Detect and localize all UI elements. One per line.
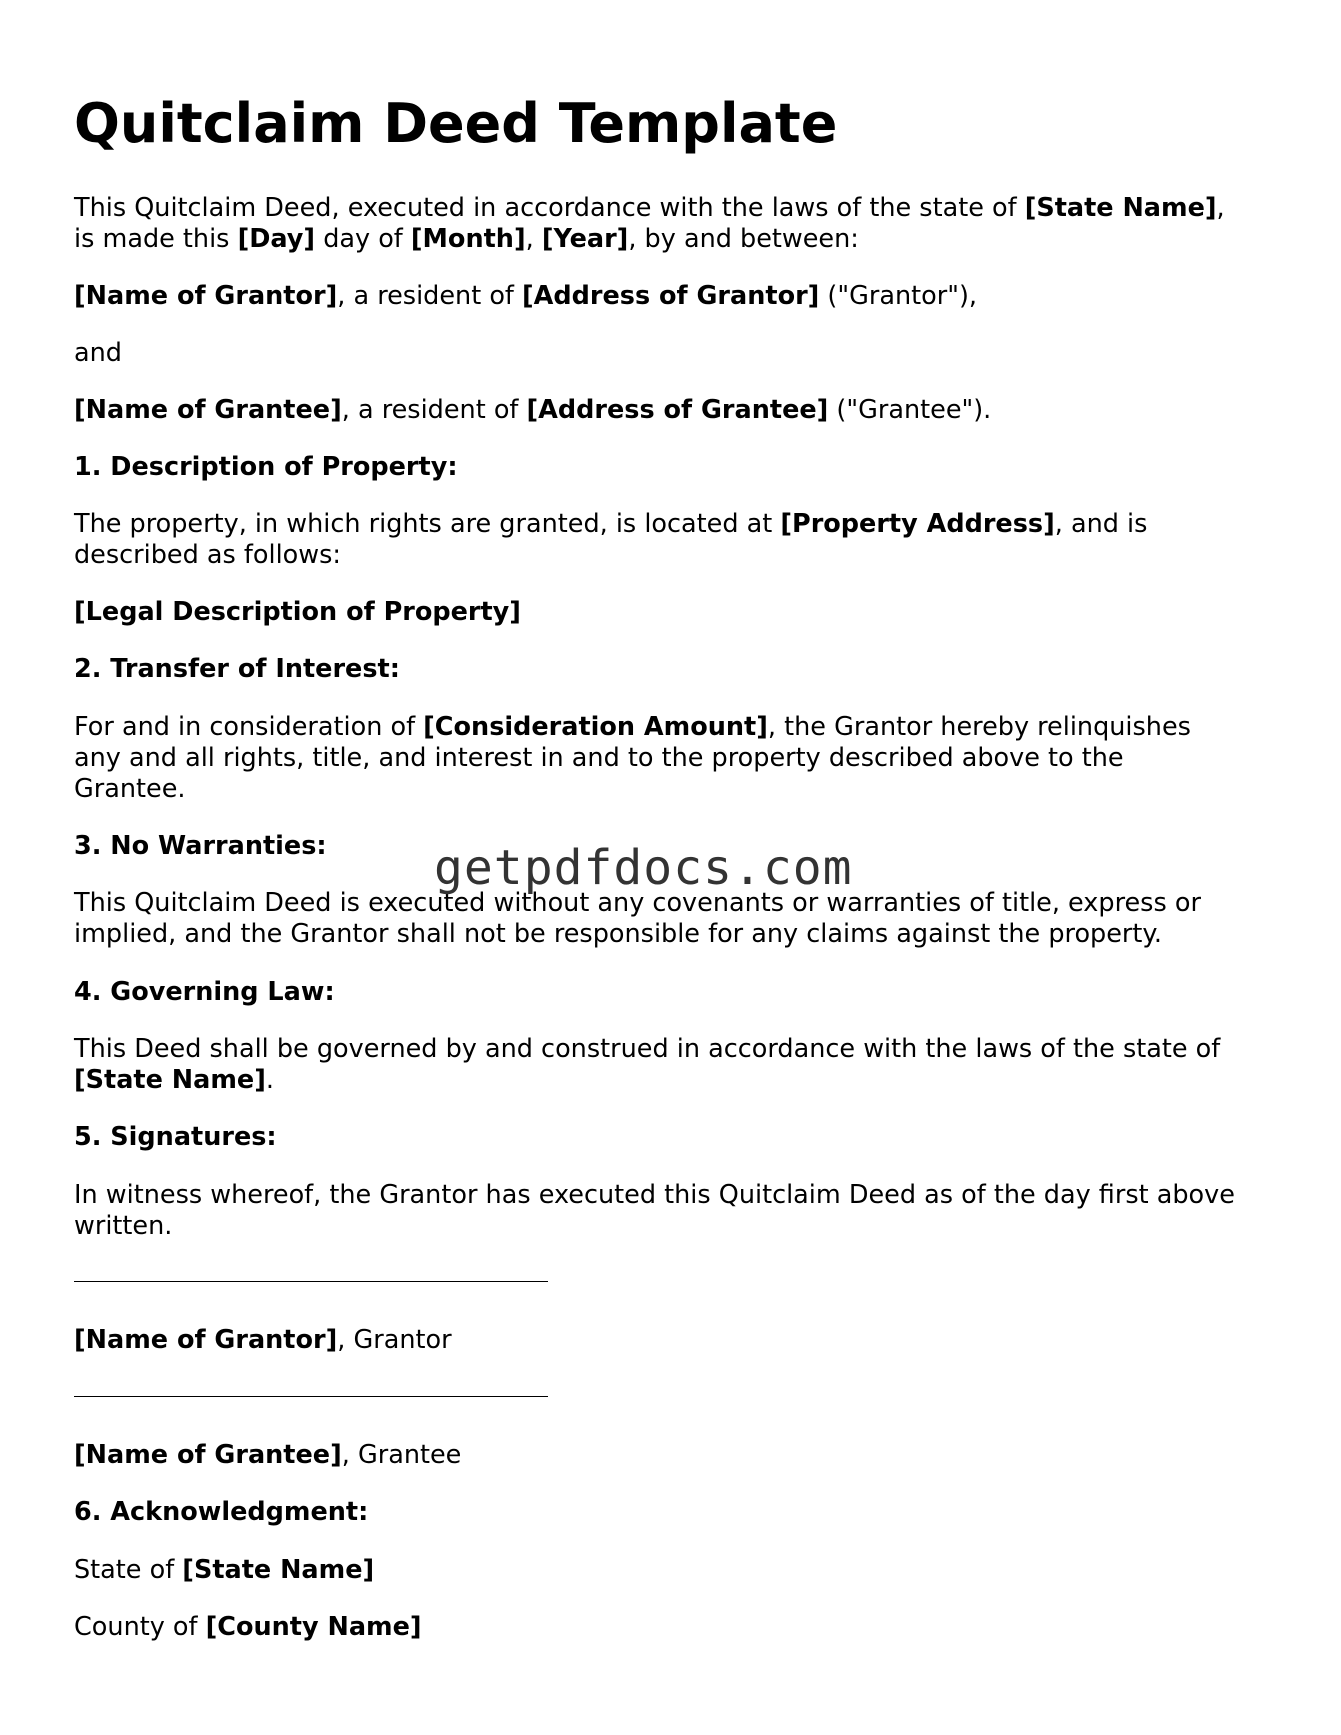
grantor-address-placeholder: [Address of Grantor] [522, 281, 820, 311]
intro-text: , by and between: [628, 224, 859, 254]
section-4-heading: 4. Governing Law: [74, 977, 335, 1007]
section-3-line-2: implied, and the Grantor shall not be responsible for any claims against the property. [74, 919, 1162, 949]
section-5-line-2: written. [74, 1211, 173, 1241]
grantor-line [74, 281, 977, 312]
county-placeholder: [County Name] [205, 1612, 422, 1642]
intro-comma: , [1216, 193, 1225, 223]
section-1-heading: 1. Description of Property: [74, 452, 458, 482]
state-label: State of [74, 1555, 183, 1585]
section-2-text: For and in consideration of [74, 712, 424, 742]
section-2-line-2: any and all rights, title, and interest in and to the property described above to the [74, 743, 1124, 773]
section-1-line-2: described as follows: [74, 540, 342, 570]
grantor-signature-line [74, 1281, 548, 1282]
grantor-name-placeholder: [Name of Grantor] [74, 281, 338, 311]
section-1-text: , and is [1054, 509, 1148, 539]
intro-text: , [525, 224, 542, 254]
section-2-line-1 [74, 712, 1191, 743]
section-4-line-1: This Deed shall be governed by and construed in accordance with the laws of the state of [74, 1034, 1221, 1064]
section-2-line-3: Grantee. [74, 774, 186, 804]
and-text: and [74, 338, 122, 368]
section-5-line-1: In witness whereof, the Grantor has executed this Quitclaim Deed as of the day first above [74, 1180, 1235, 1210]
grantee-name-placeholder: [Name of Grantee] [74, 1440, 342, 1470]
month-placeholder: [Month] [410, 224, 526, 254]
section-5-heading: 5. Signatures: [74, 1122, 277, 1152]
grantor-name-placeholder: [Name of Grantor] [74, 1325, 338, 1355]
grantor-role: , Grantor [337, 1325, 452, 1355]
watermark-text: getpdfdocs.com [434, 840, 853, 896]
consideration-amount-placeholder: [Consideration Amount] [423, 712, 768, 742]
grantee-signature-label [74, 1440, 461, 1471]
state-placeholder: [State Name] [182, 1555, 375, 1585]
grantee-signature-line [74, 1396, 548, 1397]
section-4-text: . [265, 1065, 274, 1095]
page-title: Quitclaim Deed Template [74, 92, 838, 155]
property-address-placeholder: [Property Address] [780, 509, 1055, 539]
grantee-line [74, 395, 991, 426]
intro-line-2 [74, 224, 859, 255]
acknowledgment-state-line [74, 1555, 374, 1586]
section-3-line-1: This Quitclaim Deed is executed without any covenants or warranties of title, express or [74, 888, 1201, 918]
grantee-text: , a resident of [341, 395, 527, 425]
section-3-heading: 3. No Warranties: [74, 831, 327, 861]
intro-line-1 [74, 193, 1225, 224]
legal-description-placeholder: [Legal Description of Property] [74, 597, 521, 627]
county-label: County of [74, 1612, 206, 1642]
intro-text: This Quitclaim Deed, executed in accordance with the laws of the state of [74, 193, 1025, 223]
state-placeholder: [State Name] [74, 1065, 266, 1095]
section-2-text: , the Grantor hereby relinquishes [767, 712, 1191, 742]
intro-text: day of [315, 224, 411, 254]
section-2-heading: 2. Transfer of Interest: [74, 654, 400, 684]
section-1-line-1 [74, 509, 1147, 540]
grantee-text: ("Grantee"). [828, 395, 992, 425]
intro-text: is made this [74, 224, 238, 254]
day-placeholder: [Day] [237, 224, 316, 254]
state-placeholder: [State Name] [1024, 193, 1217, 223]
grantee-name-placeholder: [Name of Grantee] [74, 395, 342, 425]
grantor-text: , a resident of [337, 281, 523, 311]
year-placeholder: [Year] [541, 224, 629, 254]
section-1-text: The property, in which rights are granted, is located at [74, 509, 781, 539]
section-6-heading: 6. Acknowledgment: [74, 1497, 369, 1527]
grantor-signature-label [74, 1325, 452, 1356]
grantee-address-placeholder: [Address of Grantee] [526, 395, 829, 425]
acknowledgment-county-line [74, 1612, 422, 1643]
section-4-line-2 [74, 1065, 274, 1096]
grantee-role: , Grantee [341, 1440, 462, 1470]
grantor-text: ("Grantor"), [819, 281, 977, 311]
